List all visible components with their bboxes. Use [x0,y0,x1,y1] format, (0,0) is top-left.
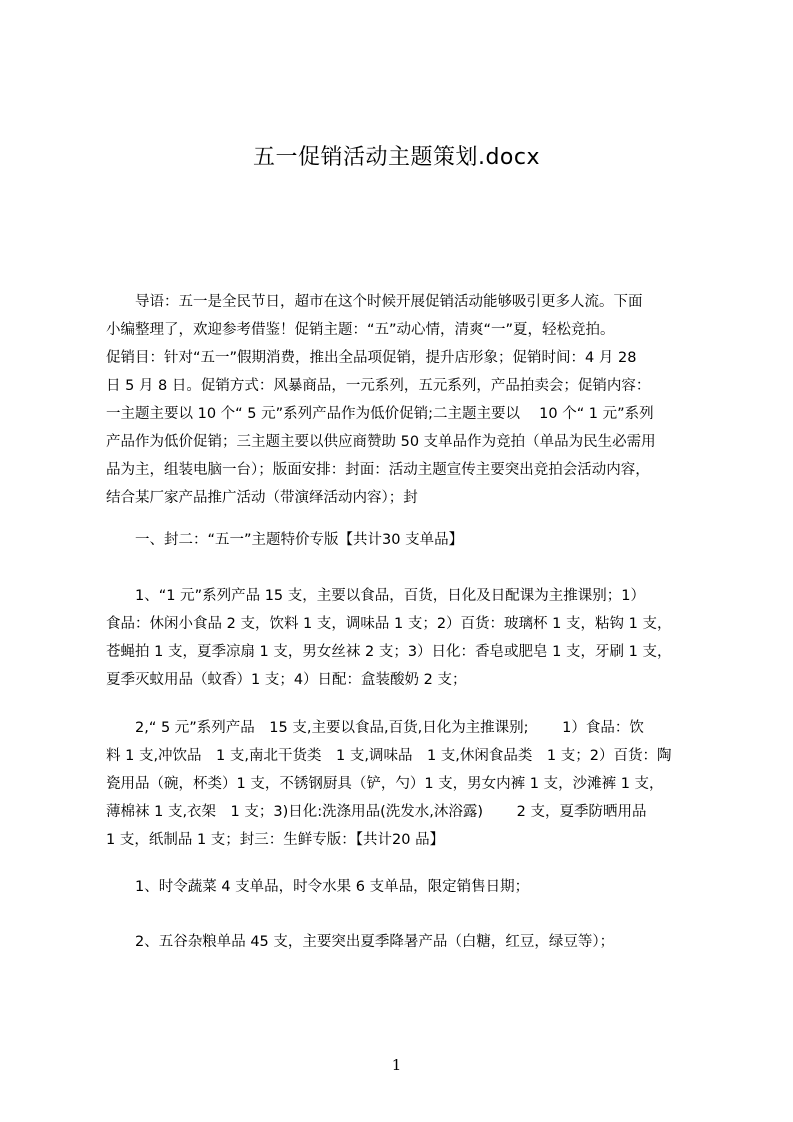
text-line: 一主题主要以 10 个“ 5 元”系列产品作为低价促销;二主题主要以 10 个“ 1 元”系列 [106,406,654,422]
grains-paragraph [106,928,698,956]
text-line: 促销目：针对“五一”假期消费，推出全品项促销，提升店形象；促销时间：4 月 28 [106,350,637,366]
text-line: 结合某厂家产品推广活动（带演绎活动内容）；封 [106,490,418,506]
heading-line: 一、封二：“五一”主题特价专版【共计30 支单品】 [106,532,464,548]
five-yuan-series-paragraph [106,714,698,854]
fresh-vegetables-paragraph [106,873,698,901]
text-line: 导语：五一是全民节日，超市在这个时候开展促销活动能够吸引更多人流。下面 [106,294,643,310]
text-line: 小编整理了，欢迎参考借鉴！促销主题：“五”动心情，清爽“一”夏，轻松竞拍。 [106,322,615,338]
text-line: 薄棉袜 1 支,衣架 1 支；3)日化:洗涤用品(洗发水,沐浴露) 2 支，夏季防晒用品 [106,804,647,820]
text-line: 2、五谷杂粮单品 45 支，主要突出夏季降暑产品（白糖，红豆，绿豆等）； [106,934,615,950]
text-line: 瓷用品（碗，杯类）1 支，不锈钢厨具（铲，勺）1 支，男女内裤 1 支，沙滩裤 1 支， [106,776,664,792]
text-line: 夏季灭蚊用品（蚊香）1 支；4）日配：盒装酸奶 2 支； [106,672,467,688]
document-title: 五一促销活动主题策划.docx [252,145,541,170]
text-line: 食品：休闲小食品 2 支，饮料 1 支，调味品 1 支；2）百货：玻璃杯 1 支，粘钩 1 支， [106,616,672,632]
text-line: 1、“1 元”系列产品 15 支，主要以食品，百货，日化及日配课为主推课别；1） [106,588,645,604]
section-heading-cover2 [106,526,698,554]
text-line: 日 5 月 8 日。促销方式：风暴商品，一元系列，五元系列，产品拍卖会；促销内容： [106,378,651,394]
text-line: 1、时令蔬菜 4 支单品，时令水果 6 支单品，限定销售日期； [106,879,530,895]
page-number: 1 [391,1056,402,1074]
intro-paragraph [106,288,698,512]
text-line: 料 1 支,冲饮品 1 支,南北干货类 1 支,调味品 1 支,休闲食品类 1 支；2）百货：陶 [106,748,672,764]
text-line: 1 支，纸制品 1 支；封三：生鲜专版：【共计20 品】 [106,832,445,848]
text-line: 苍蝇拍 1 支，夏季凉扇 1 支，男女丝袜 2 支；3）日化：香皂或肥皂 1 支，牙刷 1 支， [106,644,672,660]
text-line: 品为主，组装电脑一台）；版面安排：封面：活动主题宣传主要突出竞拍会活动内容， [106,462,650,478]
text-line: 产品作为低价促销；三主题主要以供应商赞助 50 支单品作为竞拍（单品为民生必需用 [106,434,656,450]
one-yuan-series-paragraph [106,582,698,694]
text-line: 2,“ 5 元”系列产品 15 支,主要以食品,百货,日化为主推课别; 1）食品：饮 [106,720,644,736]
